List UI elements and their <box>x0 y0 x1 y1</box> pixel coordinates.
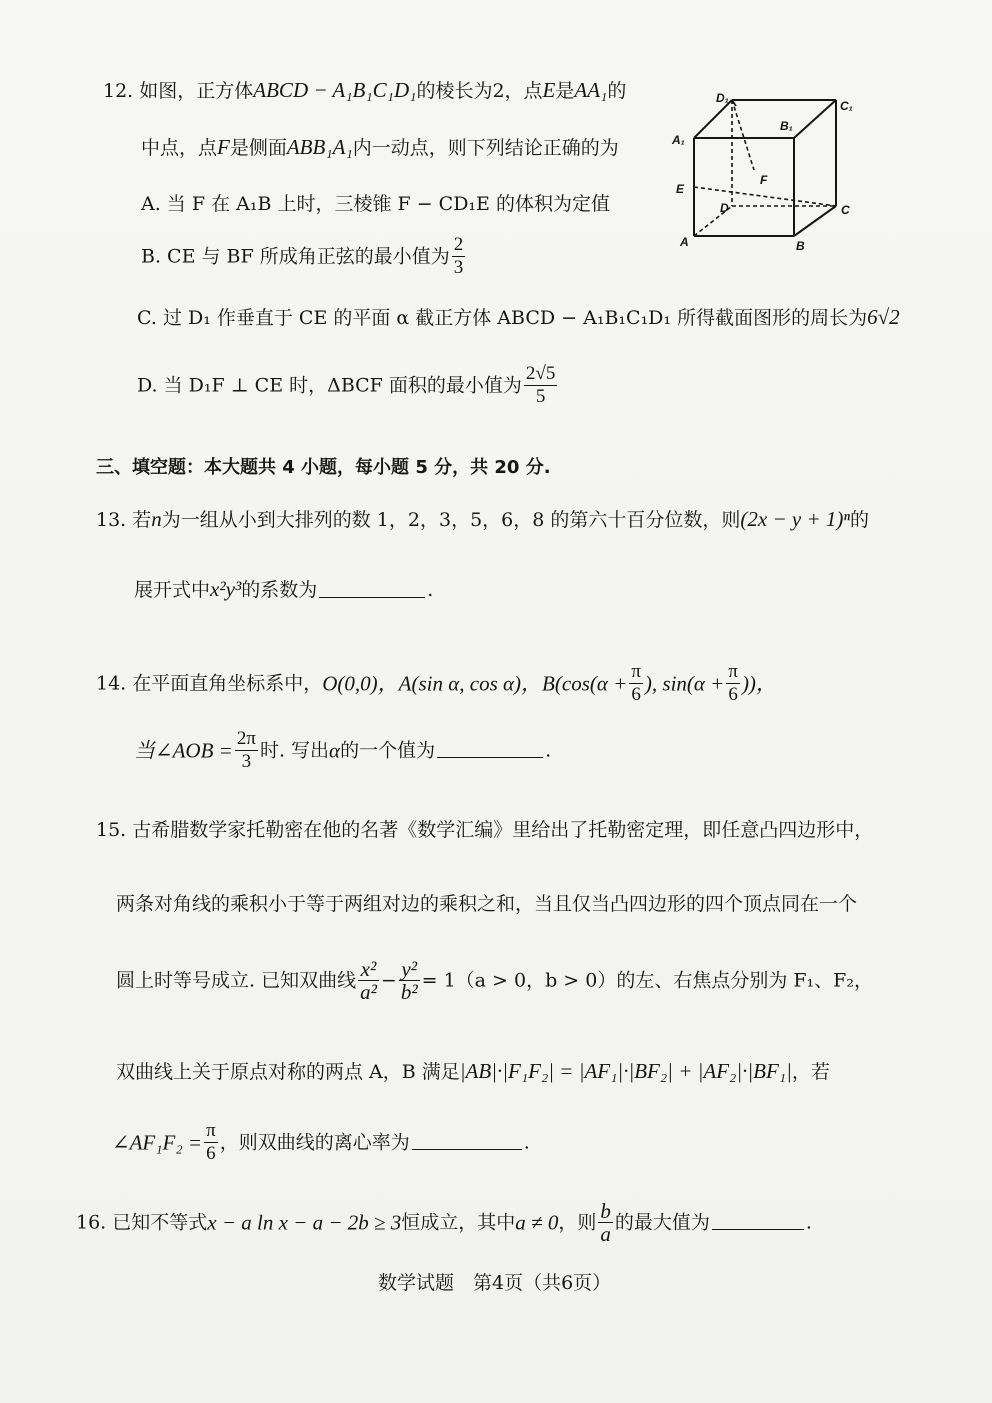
frac-num: 2π <box>236 728 256 749</box>
frac-den: 6 <box>728 684 738 705</box>
q12-number: 12. <box>103 80 134 102</box>
frac-num: π <box>206 1120 216 1141</box>
q14-text: 时. 写出 <box>259 739 330 762</box>
q12-option-b <box>141 234 467 279</box>
q16-line <box>76 1200 812 1245</box>
q12-text: 是侧面 <box>229 137 287 159</box>
label-e: E <box>676 182 685 196</box>
frac-den: 6 <box>631 684 641 705</box>
segment-ec <box>694 187 836 206</box>
q13-text: 为一组从小到大排列的数 1，2，3，5，6，8 的第六十百分位数，则 <box>161 509 741 531</box>
q12-option-d <box>137 363 559 408</box>
label-d: D <box>720 201 729 215</box>
q12-text: 中点，点 <box>141 137 218 159</box>
q15-text: ，若 <box>791 1061 830 1083</box>
frac-den: 3 <box>453 257 464 278</box>
frac-num: π <box>631 661 641 682</box>
label-a1: A₁ <box>672 133 685 147</box>
point-b-part: ))， <box>741 671 777 696</box>
q12-text: 的 <box>607 80 627 102</box>
q15-line5 <box>112 1120 530 1165</box>
label-c: C <box>841 203 850 217</box>
q14-text: 的一个值为 <box>340 739 436 762</box>
point-f: F <box>217 135 230 159</box>
q12-text: 的棱长为2，点 <box>416 80 543 102</box>
label-c1: C₁ <box>840 99 853 113</box>
q15-text: = 1（a > 0，b > 0）的左、右焦点分别为 F₁、F₂， <box>421 969 873 992</box>
pi-over-6 <box>726 661 740 706</box>
y2-over-b2 <box>399 958 420 1003</box>
q12-option-c <box>137 304 900 331</box>
q12-line2 <box>141 134 619 161</box>
edge-b1c1 <box>794 100 836 138</box>
frac-den: a² <box>360 980 377 1004</box>
b-over-a <box>598 1200 613 1245</box>
q12-text: 是 <box>555 80 575 102</box>
page-footer: 数学试题 第4页（共6页） <box>378 1272 612 1294</box>
frac-den: 5 <box>535 386 546 407</box>
q16-condition: a ≠ 0 <box>515 1210 559 1235</box>
var-alpha: α <box>329 738 341 763</box>
pi-over-6 <box>629 661 643 706</box>
point-e: E <box>542 78 556 102</box>
q13-expression: (2x − y + 1)ⁿ <box>740 507 850 531</box>
frac-num: b <box>600 1199 611 1223</box>
q15-text: ，则双曲线的离心率为 <box>219 1131 410 1154</box>
frac-num: π <box>728 661 738 682</box>
option-c-value: 6√2 <box>867 305 900 329</box>
frac-den: a <box>600 1222 611 1246</box>
q14-line1 <box>96 661 777 706</box>
frac-num: 2 <box>453 234 464 255</box>
q15-line2: 两条对角线的乘积小于等于两组对边的乘积之和，当且仅当凸四边形的四个顶点同在一个 <box>116 893 858 915</box>
q16-text: 16. 已知不等式 <box>76 1211 208 1234</box>
point-b-part: B(cos(α + <box>542 671 628 696</box>
answer-blank-15[interactable] <box>412 1129 522 1150</box>
q13-text: 展开式中 <box>134 579 211 601</box>
answer-blank-13[interactable] <box>319 577 425 598</box>
cube-name: ABCD − A₁B₁C₁D₁ <box>253 78 417 102</box>
option-b-fraction <box>452 234 466 279</box>
option-d-text: D. 当 D₁F ⊥ CE 时，ΔBCF 面积的最小值为 <box>137 374 522 397</box>
edge-bc <box>794 206 836 236</box>
var-n: n <box>151 507 162 531</box>
pi-over-6 <box>204 1120 218 1165</box>
minus-sign: − <box>380 969 397 992</box>
answer-blank-14[interactable] <box>437 737 543 758</box>
frac-den: 6 <box>206 1143 216 1164</box>
edge-a1d1 <box>694 100 732 138</box>
label-b: B <box>796 239 805 253</box>
angle-af1f2: ∠AF₁F₂ = <box>112 1130 203 1155</box>
q14-line2 <box>134 728 551 773</box>
segment-d1f <box>732 100 754 170</box>
q16-text: 恒成立，其中 <box>401 1211 516 1234</box>
label-f: F <box>760 173 768 187</box>
q15-line1: 15. 古希腊数学家托勒密在他的名著《数学汇编》里给出了托勒密定理，即任意凸四边形中， <box>96 819 874 841</box>
q13-line2 <box>134 576 433 603</box>
q15-line3 <box>116 958 873 1003</box>
frac-num: x² <box>358 958 379 981</box>
ptolemy-condition: |AB|·|F₁F₂| = |AF₁|·|BF₂| + |AF₂|·|BF₁| <box>459 1059 792 1083</box>
q13-term: x²y³ <box>210 577 242 601</box>
q15-line4 <box>116 1058 830 1085</box>
point-a: A(sin α, cos α)， <box>398 671 543 696</box>
x2-over-a2 <box>358 958 379 1003</box>
label-d1: D₁ <box>716 91 729 105</box>
q12-line1 <box>103 77 626 104</box>
frac-den: b² <box>400 980 418 1004</box>
q13-period: . <box>427 579 434 601</box>
answer-blank-16[interactable] <box>712 1209 804 1230</box>
q15-text: 双曲线上关于原点对称的两点 A，B 满足 <box>116 1061 460 1083</box>
q13-text: 的 <box>849 509 869 531</box>
frac-num: y² <box>399 958 420 981</box>
q16-period: . <box>805 1211 812 1234</box>
section-3-heading: 三、填空题：本大题共 4 小题，每小题 5 分，共 20 分. <box>96 457 551 478</box>
q13-line1 <box>96 506 869 533</box>
angle-aob: 当∠AOB = <box>134 738 233 763</box>
edge-aa1: AA₁ <box>574 78 608 102</box>
option-b-text: B. CE 与 BF 所成角正弦的最小值为 <box>141 245 450 268</box>
cube-figure <box>668 86 868 256</box>
label-a: A <box>680 235 689 249</box>
point-o: O(0,0)， <box>322 671 399 696</box>
q16-text: 的最大值为 <box>614 1211 710 1234</box>
q16-text: ，则 <box>558 1211 597 1234</box>
label-b1: B₁ <box>780 119 793 133</box>
option-c-text: C. 过 D₁ 作垂直于 CE 的平面 α 截正方体 ABCD − A₁B₁C₁D₁ 所得截面图形的周长为 <box>137 307 868 329</box>
q12-option-a: A. 当 F 在 A₁B 上时，三棱锥 F − CD₁E 的体积为定值 <box>141 193 610 215</box>
q12-text: 内一动点，则下列结论正确的为 <box>352 137 619 159</box>
frac-num: 2√5 <box>525 363 556 384</box>
q13-text: 13. 若 <box>96 509 152 531</box>
q14-period: . <box>545 739 552 762</box>
q12-text: 如图，正方体 <box>139 80 254 102</box>
q14-text: 14. 在平面直角坐标系中， <box>96 672 323 695</box>
option-d-fraction <box>524 363 557 408</box>
q15-text: 圆上时等号成立. 已知双曲线 <box>116 969 357 992</box>
face-name: ABB₁A₁ <box>286 135 353 159</box>
frac-den: 3 <box>241 751 252 772</box>
q15-period: . <box>523 1131 530 1154</box>
q13-text: 的系数为 <box>241 579 318 601</box>
q16-inequality: x − a ln x − a − 2b ≥ 3 <box>207 1210 402 1235</box>
two-pi-over-3 <box>235 728 258 773</box>
point-b-part: ), sin(α + <box>644 671 725 696</box>
